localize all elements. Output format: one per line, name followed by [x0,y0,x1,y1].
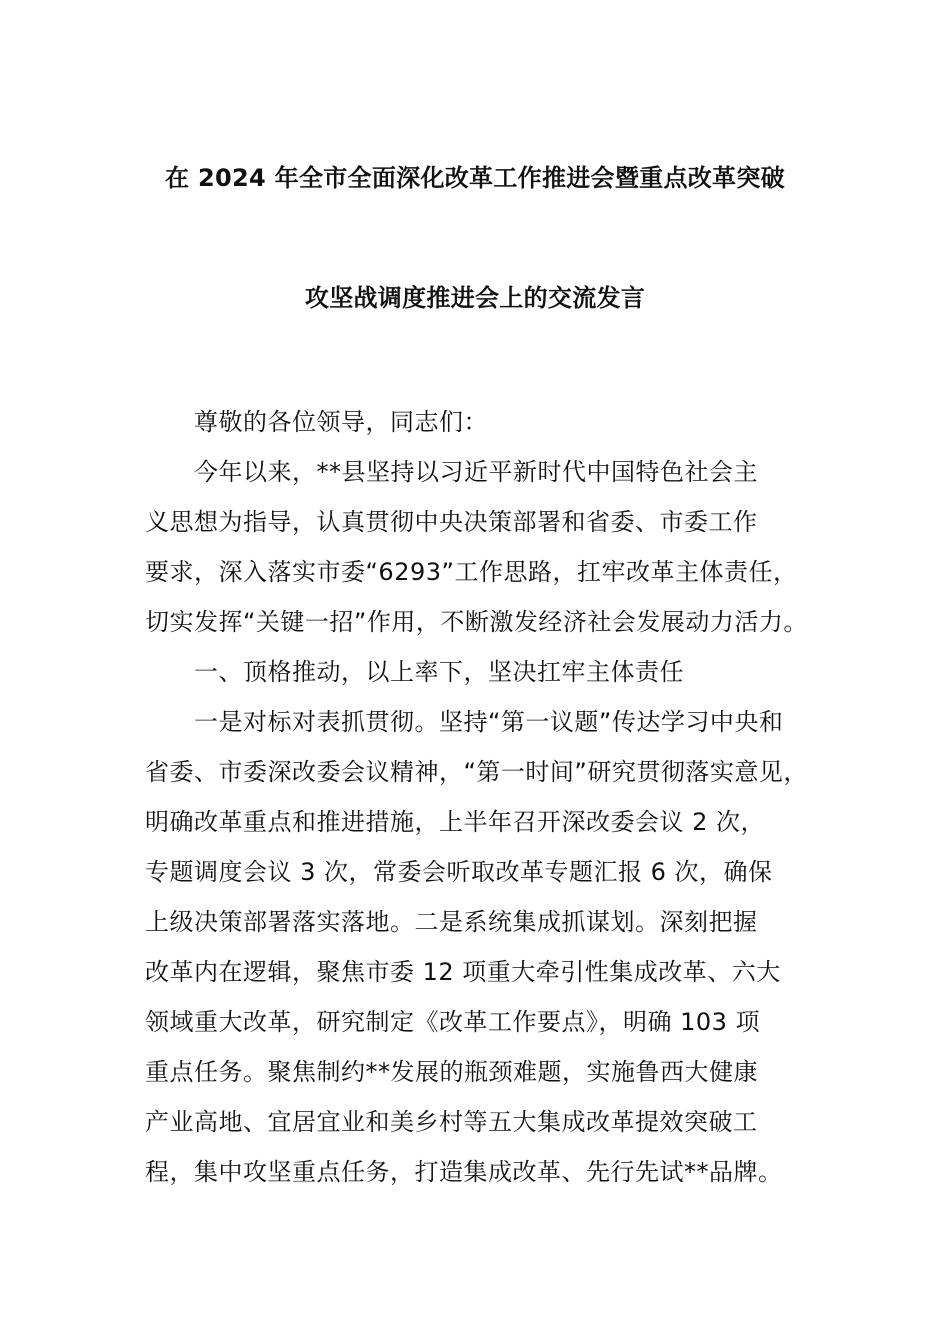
intro-line-2: 义思想为指导，认真贯彻中央决策部署和省委、市委工作 [145,508,758,536]
document-title-line-2: 攻坚战调度推进会上的交流发言 [304,284,646,312]
intro-line-1: 今年以来，**县坚持以习近平新时代中国特色社会主 [194,458,758,486]
section1-line-9: 产业高地、宜居宜业和美乡村等五大集成改革提效突破工 [145,1108,758,1136]
section1-line-2: 省委、市委深改委会议精神，“第一时间”研究贯彻落实意见， [145,758,808,786]
section1-line-10: 程，集中攻坚重点任务，打造集成改革、先行先试**品牌。 [145,1158,783,1186]
document-title-line-1: 在 2024 年全市全面深化改革工作推进会暨重点改革突破 [165,164,785,192]
intro-line-4: 切实发挥“关键一招”作用，不断激发经济社会发展动力活力。 [145,608,808,636]
salutation: 尊敬的各位领导，同志们： [194,408,488,436]
section1-line-8: 重点任务。聚焦制约**发展的瓶颈难题，实施鲁西大健康 [145,1058,758,1086]
section1-line-5: 上级决策部署落实落地。二是系统集成抓谋划。深刻把握 [145,908,758,936]
section1-line-1: 一是对标对表抓贯彻。坚持“第一议题”传达学习中央和 [194,708,784,736]
section1-line-6: 改革内在逻辑，聚焦市委 12 项重大牵引性集成改革、六大 [145,958,781,986]
section-heading-1: 一、顶格推动，以上率下，坚决扛牢主体责任 [194,658,684,686]
section1-line-4: 专题调度会议 3 次，常委会听取改革专题汇报 6 次，确保 [145,858,773,886]
section1-line-7: 领域重大改革，研究制定《改革工作要点》，明确 103 项 [145,1008,761,1036]
section1-line-3: 明确改革重点和推进措施，上半年召开深改委会议 2 次， [145,808,766,836]
intro-line-3: 要求，深入落实市委“6293”工作思路，扛牢改革主体责任， [145,558,798,586]
